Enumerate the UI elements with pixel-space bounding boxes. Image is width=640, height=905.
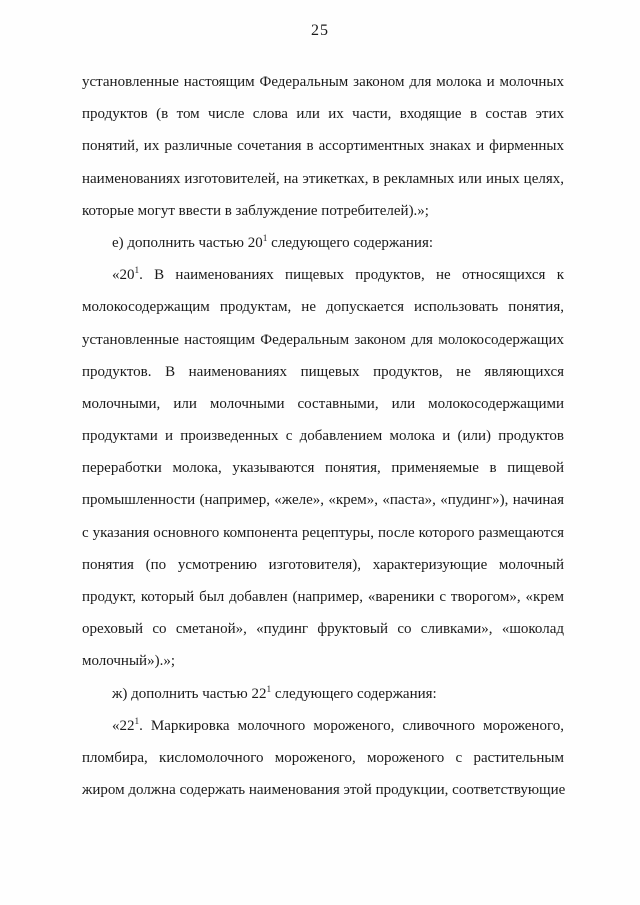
text-segment: ореховый со сметаной», «пудинг фруктовый со сливками», «шоколад: [82, 621, 564, 638]
text-segment: жиром должна содержать наименования этой продукции, соответствующие: [82, 782, 566, 799]
text-segment: установленные настоящим Федеральным законом для молокосодержащих: [82, 331, 564, 348]
text-line: [82, 356, 564, 388]
text-segment: . Маркировка молочного мороженого, сливочного мороженого,: [139, 717, 564, 734]
text-segment: понятия (по усмотрению изготовителя), характеризующие молочный: [82, 556, 564, 573]
text-line: [82, 259, 564, 291]
text-segment: с указания основного компонента рецептуры, после которого размещаются: [82, 524, 564, 541]
text-line: [82, 484, 564, 516]
superscript-digit: 1: [262, 233, 268, 244]
text-segment: пломбира, кисломолочного мороженого, мороженого с растительным: [82, 749, 564, 766]
text-segment: продукт, который был добавлен (например, «вареники с творогом», «крем: [82, 589, 564, 605]
superscript-digit: 1: [266, 684, 272, 695]
text-segment: понятий, их различные сочетания в ассортиментных знаках и фирменных: [82, 138, 564, 155]
text-segment: молокосодержащим продуктам, не допускается использовать понятия,: [82, 299, 564, 316]
text-segment: наименованиях изготовителей, на этикетках, в рекламных или иных целях,: [82, 170, 564, 187]
text-line: [82, 163, 564, 195]
document-body: [82, 66, 564, 806]
text-segment: молочный»).»;: [82, 653, 175, 670]
text-segment: промышленности (например, «желе», «крем», «паста», «пудинг»), начиная: [82, 492, 564, 509]
text-line: [82, 645, 564, 677]
text-line: [82, 549, 564, 581]
text-segment: ж) дополнить частью 22: [112, 685, 267, 702]
text-line: [82, 420, 564, 452]
text-line: [82, 66, 564, 98]
text-segment: «20: [112, 267, 135, 284]
text-line: [82, 388, 564, 420]
text-segment: е) дополнить частью 20: [112, 234, 263, 251]
text-line: [82, 291, 564, 323]
text-line: [82, 613, 564, 645]
superscript-digit: 1: [134, 266, 140, 277]
text-segment: установленные настоящим Федеральным законом для молока и молочных: [82, 74, 564, 90]
page-number: 25: [311, 22, 329, 39]
text-line: [82, 678, 564, 710]
text-segment: молочными, или молочными составными, или молокосодержащими: [82, 395, 564, 412]
text-line: [82, 98, 564, 130]
text-segment: . В наименованиях пищевых продуктов, не относящихся к: [139, 267, 564, 284]
text-segment: следующего содержания:: [267, 234, 434, 251]
text-line: [82, 195, 564, 227]
text-line: [82, 581, 564, 613]
text-line: [82, 710, 564, 742]
text-line: [82, 324, 564, 356]
text-segment: следующего содержания:: [271, 685, 437, 702]
text-segment: «22: [112, 717, 135, 734]
text-line: [82, 742, 564, 774]
text-line: [82, 130, 564, 162]
text-segment: продуктами и произведенных с добавлением молока и (или) продуктов: [82, 428, 564, 445]
superscript-digit: 1: [134, 716, 140, 727]
text-line: [82, 452, 564, 484]
text-segment: которые могут ввести в заблуждение потребителей).»;: [82, 202, 429, 219]
text-line: [82, 517, 564, 549]
text-segment: переработки молока, указываются понятия, применяемые в пищевой: [82, 460, 564, 477]
text-segment: продуктов (в том числе слова или их части, входящие в состав этих: [82, 106, 564, 123]
text-line: [82, 227, 564, 259]
text-line: [82, 774, 564, 806]
text-segment: продуктов. В наименованиях пищевых продуктов, не являющихся: [82, 363, 564, 380]
